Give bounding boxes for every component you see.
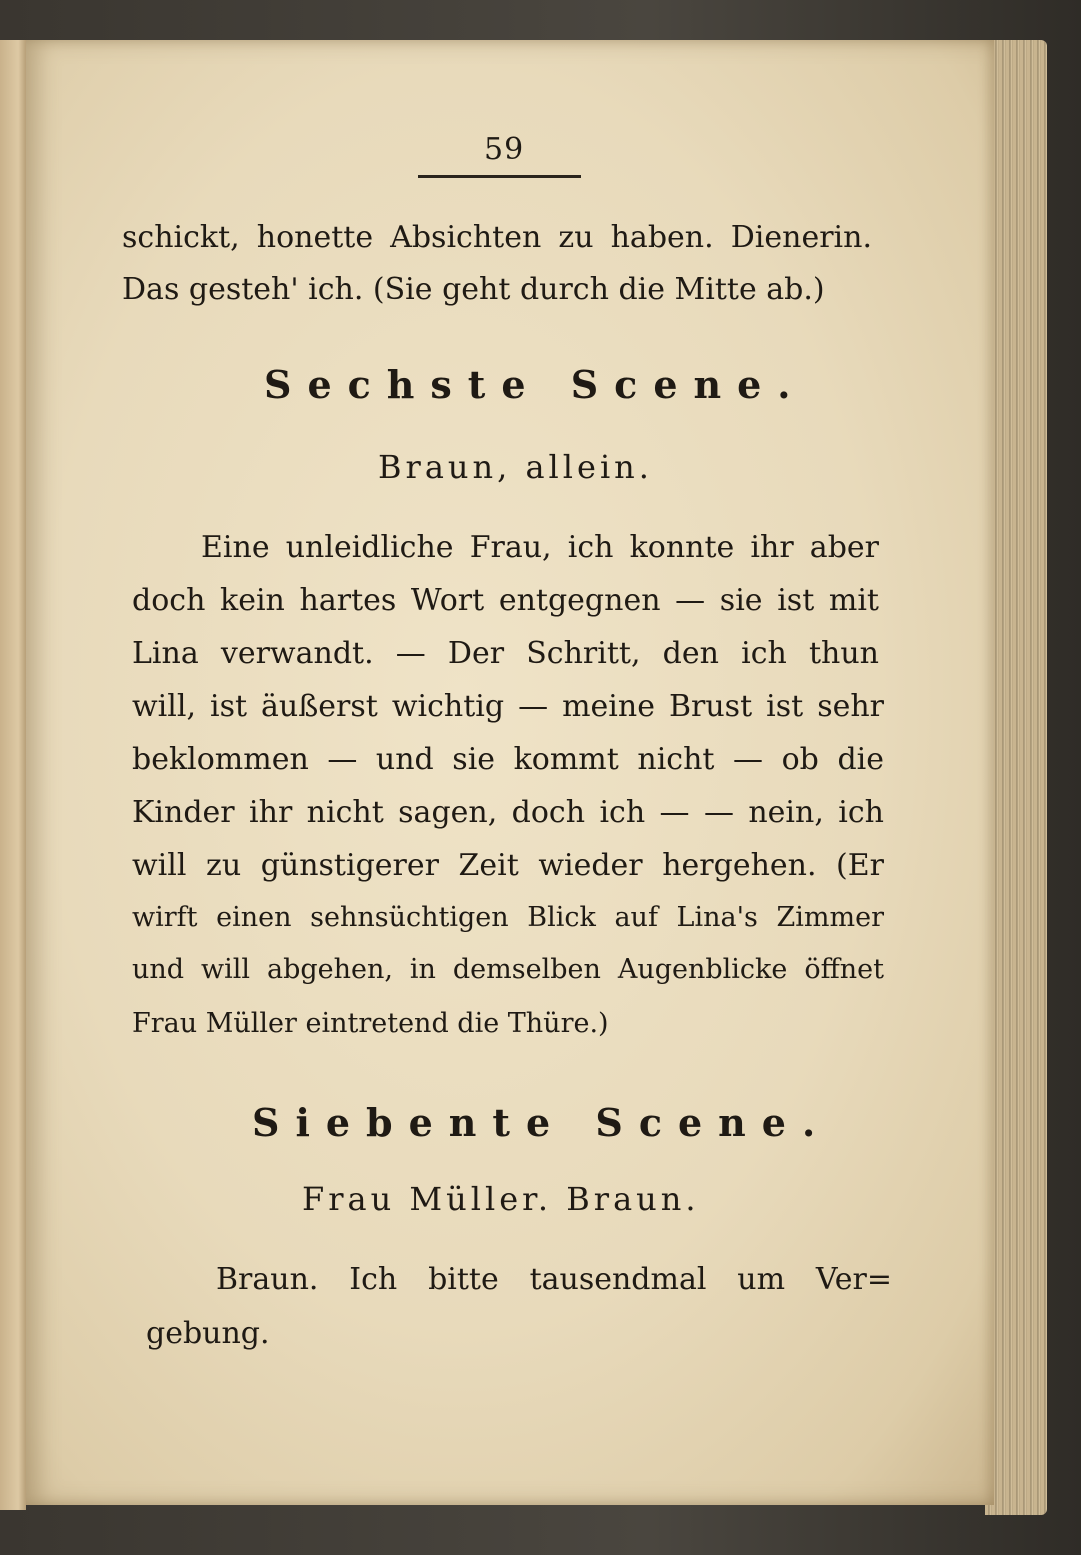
scene-cast: Braun, allein. bbox=[378, 448, 653, 486]
text-line: wirft einen sehnsüchtigen Blick auf Lina's Zimmer bbox=[132, 902, 884, 933]
text-line: Das gesteh' ich. (Sie geht durch die Mitte ab.) bbox=[122, 272, 825, 307]
text-line: Kinder ihr nicht sagen, doch ich — — nein, ich bbox=[132, 795, 884, 830]
scene-title: Sechste Scene. bbox=[264, 362, 807, 407]
text-line: und will abgehen, in demselben Augenblicke öffnet bbox=[132, 954, 884, 985]
book-page bbox=[26, 40, 994, 1505]
text-line: schickt, honette Absichten zu haben. Dienerin. bbox=[122, 220, 872, 255]
text-line: Frau Müller eintretend die Thüre.) bbox=[132, 1008, 609, 1039]
page-number: 59 bbox=[484, 132, 525, 167]
text-line: Braun. Ich bitte tausendmal um Ver= bbox=[216, 1262, 892, 1297]
text-line: Eine unleidliche Frau, ich konnte ihr aber bbox=[201, 530, 879, 565]
text-line: beklommen — und sie kommt nicht — ob die bbox=[132, 742, 884, 777]
text-line: will, ist äußerst wichtig — meine Brust ist sehr bbox=[132, 689, 884, 724]
page-edges bbox=[985, 40, 1047, 1515]
page-number-rule bbox=[418, 175, 581, 178]
text-line: will zu günstigerer Zeit wieder hergehen. (Er bbox=[132, 848, 884, 883]
text-line: doch kein hartes Wort entgegnen — sie ist mit bbox=[132, 583, 879, 618]
scene-title: Siebente Scene. bbox=[252, 1100, 832, 1145]
text-line: Lina verwandt. — Der Schritt, den ich thun bbox=[132, 636, 879, 671]
scene-cast: Frau Müller. Braun. bbox=[302, 1180, 700, 1218]
text-line: gebung. bbox=[146, 1316, 270, 1351]
facing-page-edge bbox=[0, 40, 26, 1510]
